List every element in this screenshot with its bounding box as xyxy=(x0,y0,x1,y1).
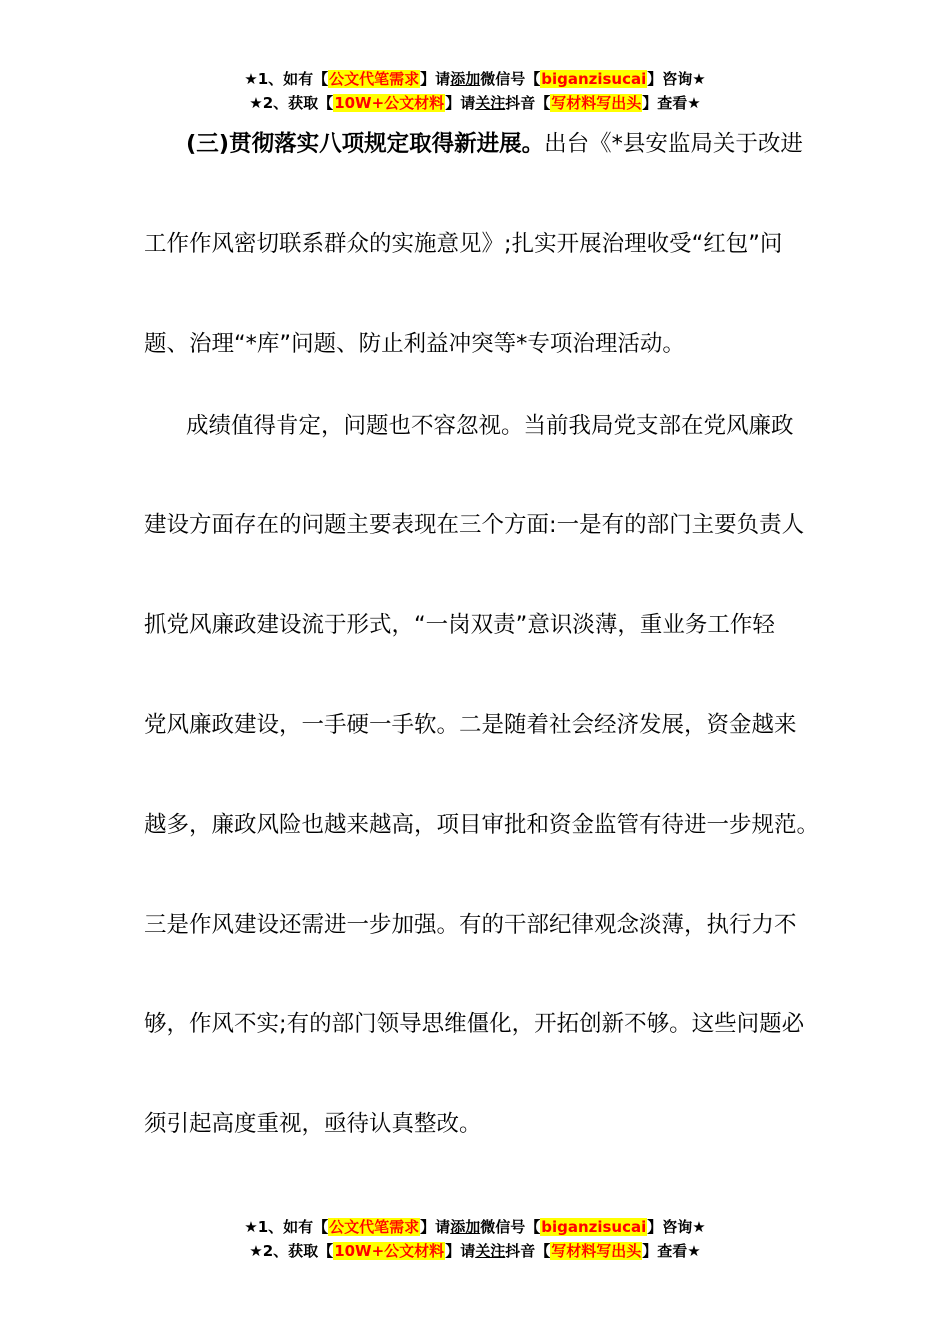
banner-emphasis: 关注 xyxy=(475,94,506,112)
paragraph-2-line-5: 越多，廉政风险也越来越高，项目审批和资金监管有待进一步规范。 xyxy=(144,812,820,838)
paragraph-2-line-4: 党风廉政建设，一手硬一手软。二是随着社会经济发展，资金越来 xyxy=(144,712,797,738)
paragraph-2-line-7: 够，作风不实;有的部门领导思维僵化，开拓创新不够。这些问题必 xyxy=(144,1011,805,1037)
banner-line-1 xyxy=(0,67,950,91)
banner-text: 微信号【 xyxy=(480,1218,541,1236)
banner-line-2 xyxy=(0,1239,950,1263)
banner-text: 】咨询★ xyxy=(647,70,706,88)
banner-highlight: 10W+公文材料 xyxy=(334,94,445,112)
banner-text: 】咨询★ xyxy=(647,1218,706,1236)
banner-highlight: 公文代笔需求 xyxy=(329,1218,420,1236)
paragraph-2-line-1: 成绩值得肯定，问题也不容忽视。当前我局党支部在党风廉政 xyxy=(186,413,794,439)
paragraph-1-line-1 xyxy=(186,127,804,161)
banner-highlight: 公文代笔需求 xyxy=(329,70,420,88)
banner-text: 抖音【 xyxy=(505,94,551,112)
banner-text: 】请 xyxy=(420,1218,451,1236)
banner-highlight: 写材料写出头 xyxy=(551,94,642,112)
banner-highlight: biganzisucai xyxy=(541,1218,647,1236)
banner-highlight: biganzisucai xyxy=(541,70,647,88)
banner-text: 】查看★ xyxy=(642,94,701,112)
paragraph-2-line-8: 须引起高度重视，亟待认真整改。 xyxy=(144,1111,482,1137)
banner-line-2 xyxy=(0,91,950,115)
banner-emphasis: 添加 xyxy=(450,1218,481,1236)
banner-text: ★2、获取【 xyxy=(249,94,334,112)
banner-text: 微信号【 xyxy=(480,70,541,88)
top-banner xyxy=(0,67,950,115)
paragraph-2-line-6: 三是作风建设还需进一步加强。有的干部纪律观念淡薄，执行力不 xyxy=(144,912,797,938)
section-heading: (三)贯彻落实八项规定取得新进展。 xyxy=(186,131,545,157)
banner-text: 】查看★ xyxy=(642,1242,701,1260)
paragraph-text: 出台《*县安监局关于改进 xyxy=(544,131,803,157)
banner-highlight: 10W+公文材料 xyxy=(334,1242,445,1260)
banner-text: ★1、如有【 xyxy=(244,1218,329,1236)
banner-emphasis: 关注 xyxy=(475,1242,506,1260)
paragraph-1-line-3: 题、治理“*库”问题、防止利益冲突等*专项治理活动。 xyxy=(144,331,685,357)
banner-text: 】请 xyxy=(445,94,476,112)
bottom-banner xyxy=(0,1215,950,1263)
paragraph-1-line-2: 工作作风密切联系群众的实施意见》;扎实开展治理收受“红包”问 xyxy=(144,231,783,257)
banner-text: 抖音【 xyxy=(505,1242,551,1260)
banner-text: 】请 xyxy=(445,1242,476,1260)
banner-line-1 xyxy=(0,1215,950,1239)
banner-text: 】请 xyxy=(420,70,451,88)
banner-highlight: 写材料写出头 xyxy=(551,1242,642,1260)
banner-text: ★1、如有【 xyxy=(244,70,329,88)
banner-emphasis: 添加 xyxy=(450,70,481,88)
paragraph-2-line-2: 建设方面存在的问题主要表现在三个方面:一是有的部门主要负责人 xyxy=(144,512,805,538)
paragraph-2-line-3: 抓党风廉政建设流于形式，“一岗双责”意识淡薄，重业务工作轻 xyxy=(144,612,775,638)
banner-text: ★2、获取【 xyxy=(249,1242,334,1260)
